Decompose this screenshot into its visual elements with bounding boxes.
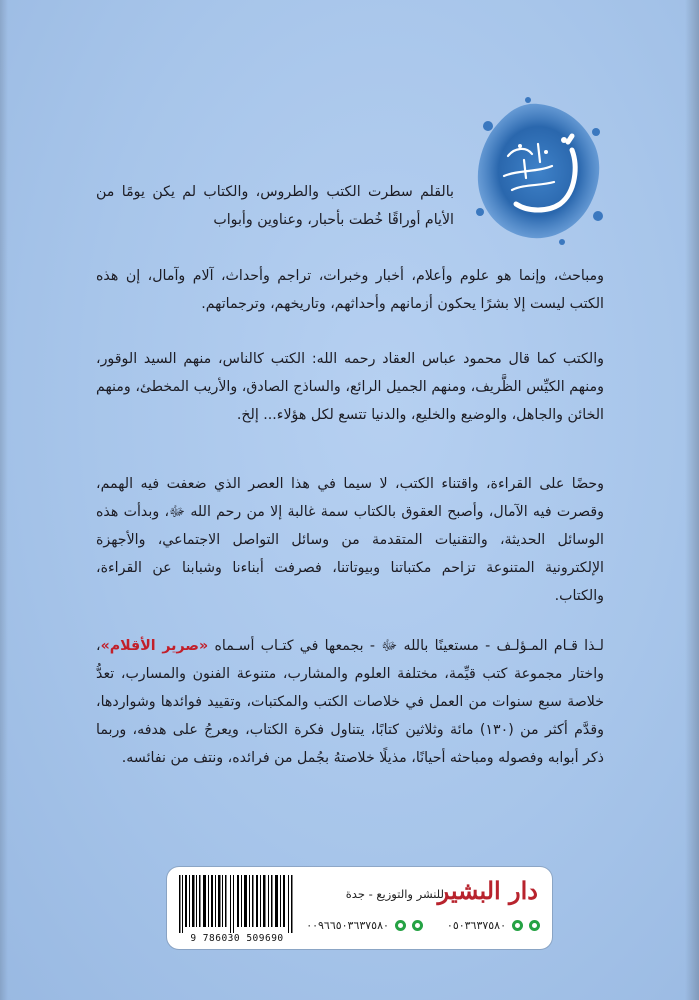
publisher-tagline: للنشر والتوزيع - جدة [345, 887, 444, 901]
book-description-paragraph [96, 632, 604, 772]
barcode-icon [177, 875, 295, 933]
intro-paragraph-rest: ومباحث، وإنما هو علوم وأعلام، أخبار وخبرات، تراجم وأحداث، آلام وآمال، إن هذه الكتب ليست إلا بشرًا يحكون أزمانهم وأحداثهم، وتاريخهم، وترجماتهم. [96, 268, 604, 312]
book-title: «صرير الأقلام» [100, 638, 209, 654]
description-end: ، واختار مجموعة كتب قيِّمة، مختلفة العلوم والمشارب، متنوعة الفنون والمسارب، تعدُّ خلاصة سبع سنوات من العمل في خلاصات الكتب والمكتبات، وتقييد فوائدها وشواردها، وقدَّم أكثر من (١٣٠) مائة وثلاثين كتابًا، يتناول فكرة الكتاب، ويعرجُ على هدفه، وربما ذكر أبوابه وفصوله ومباحثه أحيانًا، مذيلًا خلاصتهُ بجُمل من فرائده، ونتف من نفائسه. [96, 638, 604, 766]
reading-encouragement-paragraph: وحضًا على القراءة، واقتناء الكتب، لا سيما في هذا العصر الذي ضعفت فيه الهمم، وقصرت فيه الآمال، وأصبح العقوق بالكتاب سمة غالبة إلا من رحم الله ﷻ، وبدأت هذه الوسائل الحديثة، والتقنيات المتقدمة من وسائل التواصل الاجتماعي، والأجهزة الإلكترونية المتنوعة تزاحم مكتباتنا وبيوتاتنا، فصرفت أبناءنا وشبابنا عن القراءة، والكتاب. [96, 476, 604, 604]
phone-icon [512, 920, 523, 931]
intro-paragraph-top: بالقلم سطرت الكتب والطروس، والكتاب لم يكن يومًا من الأيام أوراقًا خُطت بأحبار، وعناوين وأبواب [96, 184, 454, 228]
contact-phones [306, 919, 540, 932]
isbn-number: 9 786030 509690 [190, 933, 284, 944]
phone-icon [395, 920, 406, 931]
whatsapp-icon [412, 920, 423, 931]
description-start: لـذا قـام المـؤلـف - مستعينًا بالله ﷻ - بجمعها في كتـاب أسـماه [214, 638, 604, 654]
phone-number-international: ٠٠٩٦٦٥٠٣٦٣٧٥٨٠ [306, 919, 389, 932]
phone-number-local: ٠٥٠٣٦٣٧٥٨٠ [446, 919, 506, 932]
publisher-panel [167, 867, 552, 949]
whatsapp-icon [529, 920, 540, 931]
cover-edge [0, 0, 8, 1000]
aqqad-quote-paragraph: والكتب كما قال محمود عباس العقاد رحمه الله: الكتب كالناس، منهم السيد الوقور، ومنهم الكيِّس الظَّريف، ومنهم الجميل الرائع، والساذج الصادق، والأريب المخطئ، ومنهم الخائن والجاهل، والوضيع والخليع، والدنيا تتسع لكل هؤلاء... إلخ. [96, 351, 604, 423]
publisher-logo: دار البشير [437, 876, 538, 905]
spine-shadow [685, 0, 699, 1000]
